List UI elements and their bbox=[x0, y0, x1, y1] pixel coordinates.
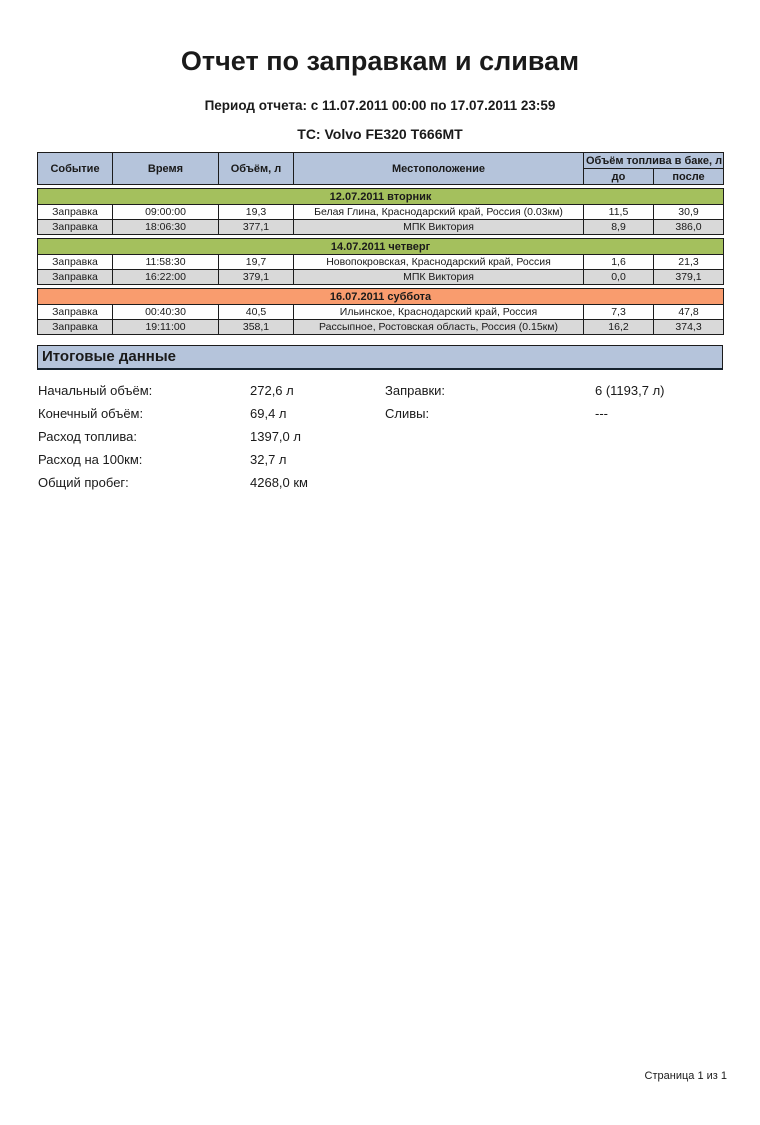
date-group bbox=[37, 238, 724, 285]
cell-time: 09:00:00 bbox=[113, 205, 219, 220]
cell-location: Рассыпное, Ростовская область, Россия (0.15км) bbox=[294, 320, 584, 335]
group-date-label: 14.07.2011 четверг bbox=[38, 239, 724, 255]
totals-value: 272,6 л bbox=[250, 383, 294, 398]
cell-before: 16,2 bbox=[584, 320, 654, 335]
cell-event: Заправка bbox=[38, 305, 113, 320]
table-row bbox=[38, 305, 724, 320]
column-header-after: после bbox=[654, 169, 724, 185]
group-date-banner bbox=[38, 239, 724, 255]
table-row bbox=[38, 255, 724, 270]
table-row bbox=[38, 205, 724, 220]
cell-event: Заправка bbox=[38, 270, 113, 285]
totals-value: 6 (1193,7 л) bbox=[595, 383, 665, 398]
totals-label: Заправки: bbox=[385, 383, 446, 398]
page-title: Отчет по заправкам и сливам bbox=[180, 46, 580, 76]
group-date-banner bbox=[38, 289, 724, 305]
totals-row bbox=[38, 475, 760, 498]
cell-volume: 377,1 bbox=[219, 220, 294, 235]
cell-after: 21,3 bbox=[654, 255, 724, 270]
table-row bbox=[38, 220, 724, 235]
cell-after: 379,1 bbox=[654, 270, 724, 285]
cell-event: Заправка bbox=[38, 255, 113, 270]
totals-row bbox=[38, 383, 760, 406]
cell-location: Белая Глина, Краснодарский край, Россия (0.03км) bbox=[294, 205, 584, 220]
totals-label: Общий пробег: bbox=[38, 475, 129, 490]
fuel-table-header bbox=[37, 152, 724, 185]
cell-after: 374,3 bbox=[654, 320, 724, 335]
cell-before: 0,0 bbox=[584, 270, 654, 285]
totals-row bbox=[38, 429, 760, 452]
table-row bbox=[38, 270, 724, 285]
totals-value: 69,4 л bbox=[250, 406, 287, 421]
cell-before: 7,3 bbox=[584, 305, 654, 320]
cell-location: Новопокровская, Краснодарский край, Россия bbox=[294, 255, 584, 270]
cell-before: 1,6 bbox=[584, 255, 654, 270]
group-date-label: 12.07.2011 вторник bbox=[38, 189, 724, 205]
cell-volume: 379,1 bbox=[219, 270, 294, 285]
table-row bbox=[38, 320, 724, 335]
cell-time: 18:06:30 bbox=[113, 220, 219, 235]
column-header-tank: Объём топлива в баке, л bbox=[584, 153, 724, 169]
vehicle-title: ТС: Volvo FE320 Т666МТ bbox=[297, 126, 463, 142]
totals-value: 32,7 л bbox=[250, 452, 287, 467]
totals-block bbox=[38, 383, 760, 498]
column-header-volume: Объём, л bbox=[219, 153, 294, 185]
cell-after: 386,0 bbox=[654, 220, 724, 235]
totals-row bbox=[38, 406, 760, 429]
group-date-label: 16.07.2011 суббота bbox=[38, 289, 724, 305]
cell-event: Заправка bbox=[38, 320, 113, 335]
cell-before: 11,5 bbox=[584, 205, 654, 220]
cell-time: 00:40:30 bbox=[113, 305, 219, 320]
cell-after: 47,8 bbox=[654, 305, 724, 320]
cell-after: 30,9 bbox=[654, 205, 724, 220]
report-body bbox=[37, 152, 723, 335]
date-group bbox=[37, 288, 724, 335]
cell-location: МПК Виктория bbox=[294, 270, 584, 285]
cell-time: 11:58:30 bbox=[113, 255, 219, 270]
cell-location: Ильинское, Краснодарский край, Россия bbox=[294, 305, 584, 320]
column-header-location: Местоположение bbox=[294, 153, 584, 185]
cell-time: 16:22:00 bbox=[113, 270, 219, 285]
totals-label: Начальный объём: bbox=[38, 383, 153, 398]
cell-volume: 358,1 bbox=[219, 320, 294, 335]
cell-volume: 19,7 bbox=[219, 255, 294, 270]
cell-location: МПК Виктория bbox=[294, 220, 584, 235]
cell-before: 8,9 bbox=[584, 220, 654, 235]
column-header-time: Время bbox=[113, 153, 219, 185]
page-number: Страница 1 из 1 bbox=[644, 1070, 727, 1082]
totals-value: 4268,0 км bbox=[250, 475, 308, 490]
cell-volume: 40,5 bbox=[219, 305, 294, 320]
cell-time: 19:11:00 bbox=[113, 320, 219, 335]
totals-value: 1397,0 л bbox=[250, 429, 301, 444]
totals-label: Сливы: bbox=[385, 406, 430, 421]
totals-label: Расход на 100км: bbox=[38, 452, 143, 467]
cell-event: Заправка bbox=[38, 220, 113, 235]
totals-label: Расход топлива: bbox=[38, 429, 137, 444]
cell-volume: 19,3 bbox=[219, 205, 294, 220]
totals-label: Конечный объём: bbox=[38, 406, 144, 421]
column-header-before: до bbox=[584, 169, 654, 185]
column-header-event: Событие bbox=[38, 153, 113, 185]
totals-section-title: Итоговые данные bbox=[37, 345, 723, 370]
totals-row bbox=[38, 452, 760, 475]
cell-event: Заправка bbox=[38, 205, 113, 220]
totals-value: --- bbox=[595, 406, 608, 421]
date-group bbox=[37, 188, 724, 235]
report-period: Период отчета: с 11.07.2011 00:00 по 17.07.2011 23:59 bbox=[204, 98, 556, 113]
group-date-banner bbox=[38, 189, 724, 205]
